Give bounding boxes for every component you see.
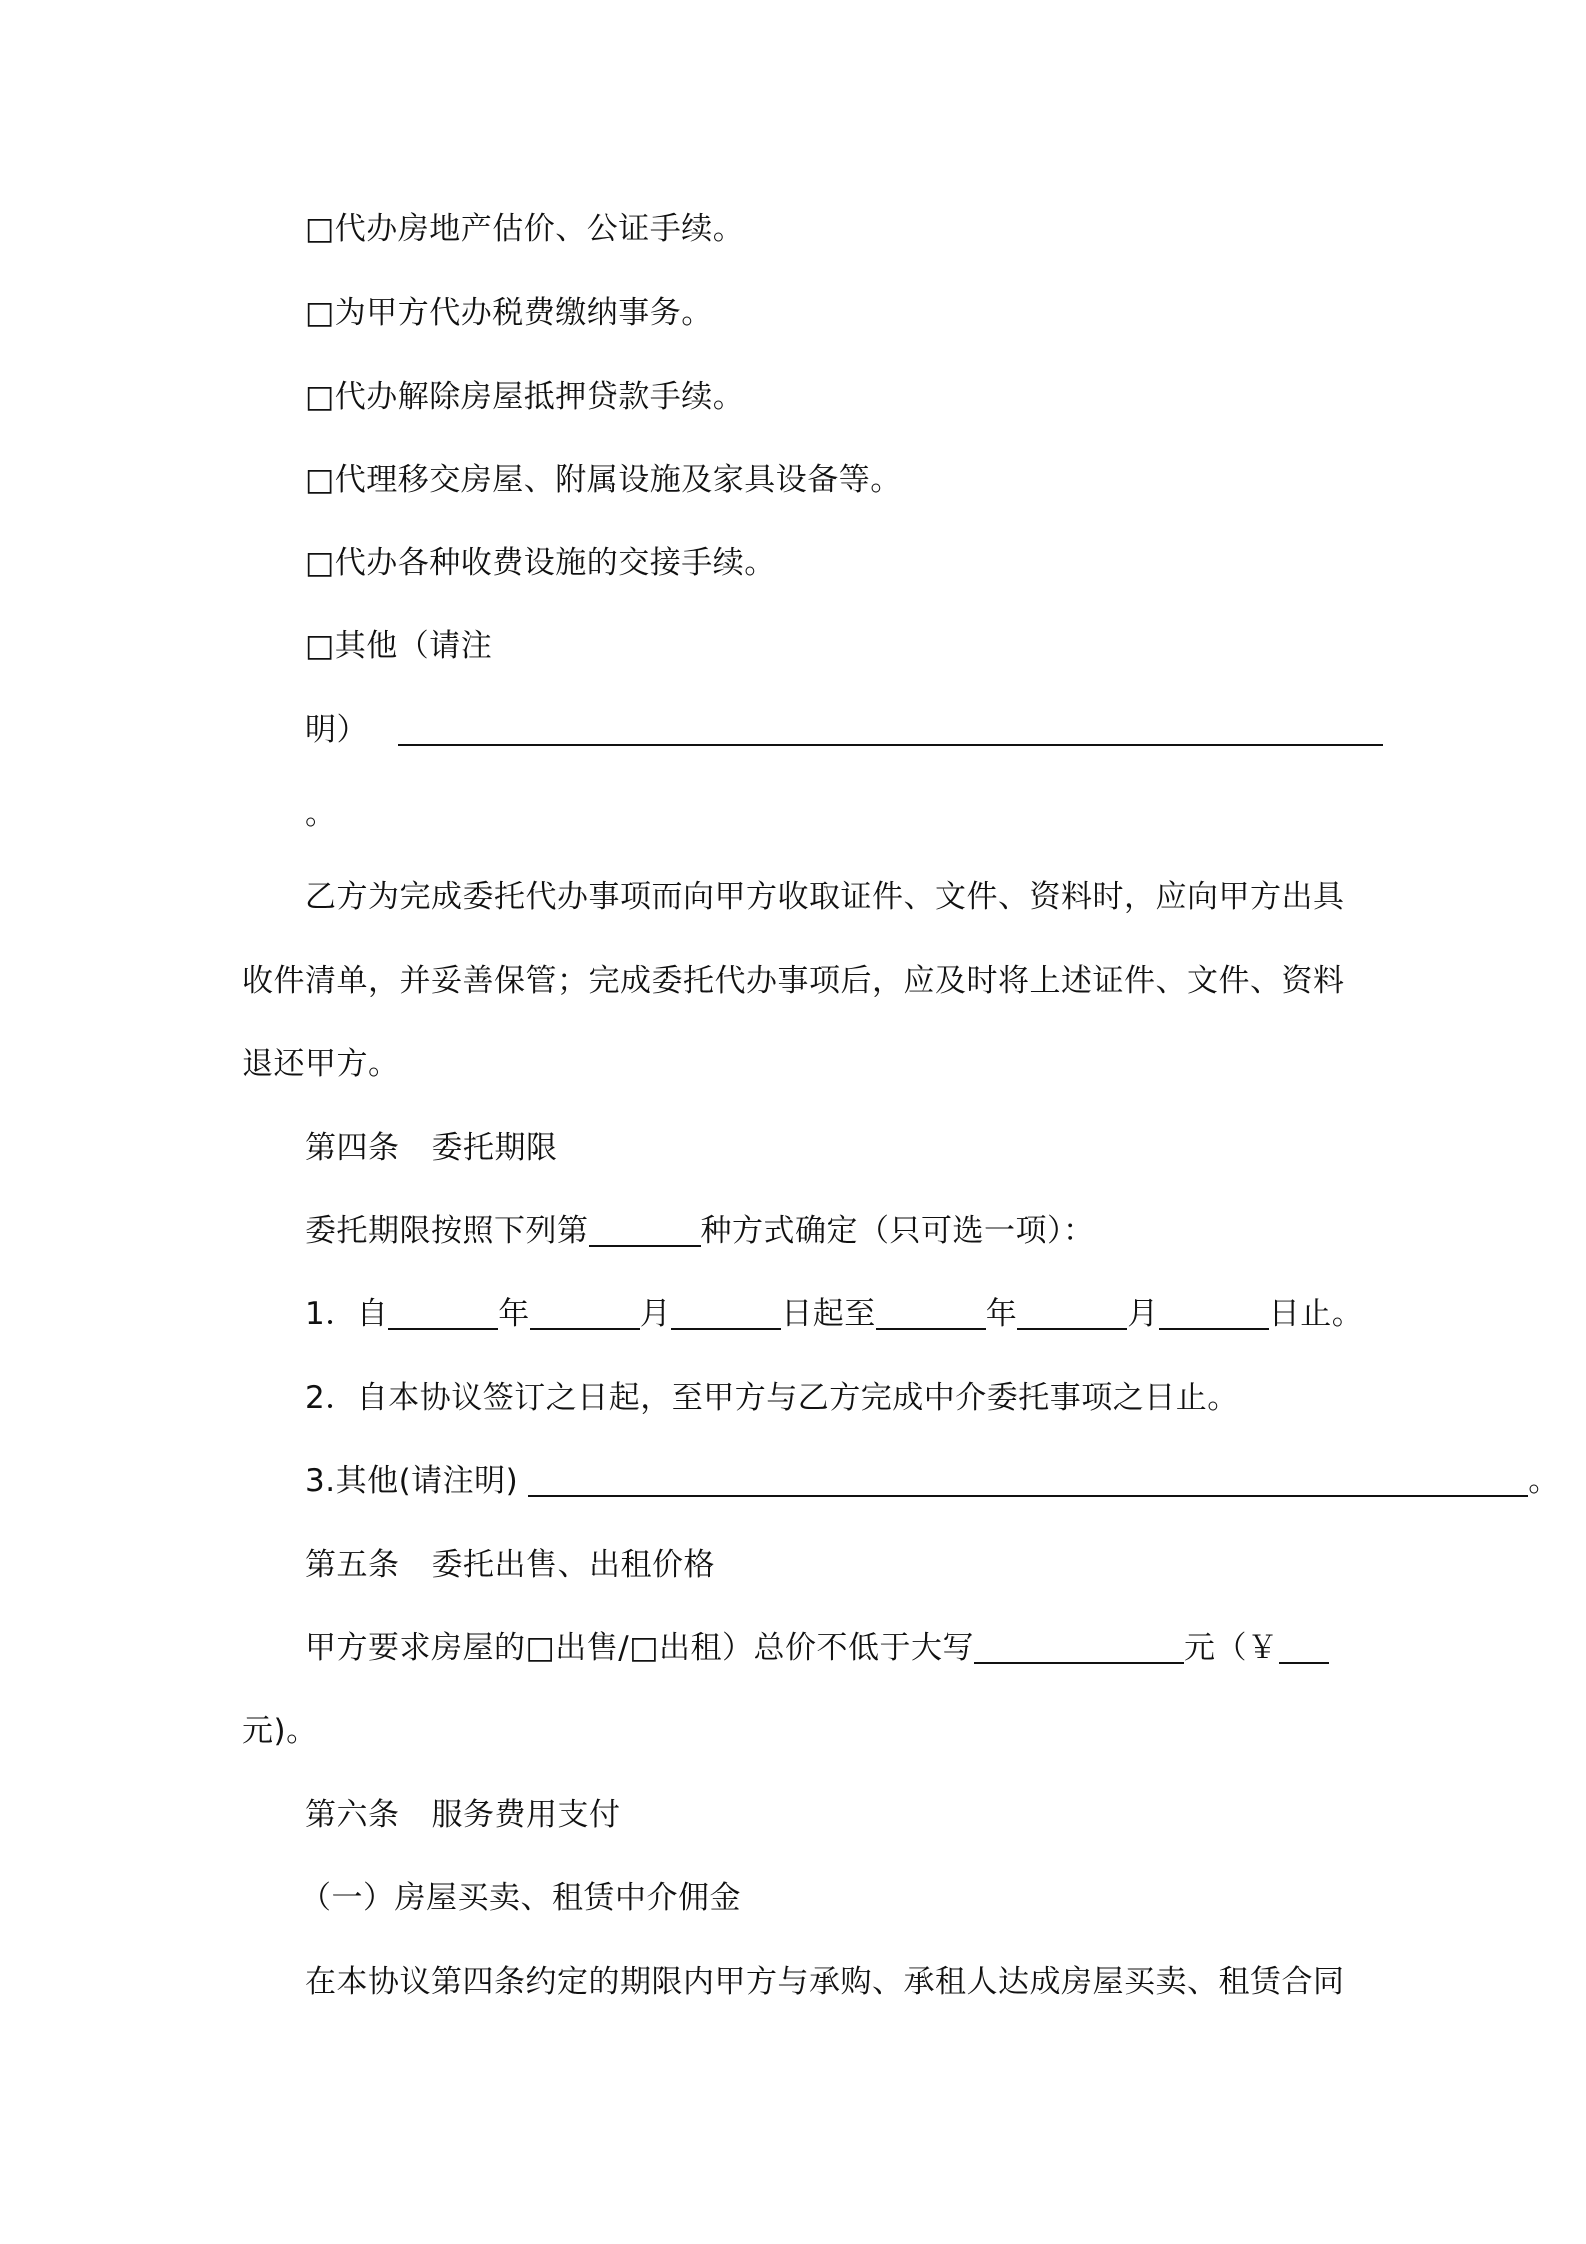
- section-heading: （一）房屋买卖、租赁中介佣金: [300, 1880, 741, 1916]
- other-specify-label: 明）: [305, 712, 368, 748]
- option-3-blank[interactable]: [528, 1465, 1528, 1497]
- start-year-blank[interactable]: [388, 1298, 498, 1330]
- term-intro-text-2: 种方式确定（只可选一项）：: [700, 1213, 1095, 1249]
- article-5-heading: [305, 1545, 715, 1585]
- term-method-line: [305, 1211, 1095, 1251]
- article-title: 委托出售、出租价格: [431, 1547, 715, 1583]
- paragraph-line: 在本协议第四条约定的期限内甲方与承购、承租人达成房屋买卖、租赁合同: [305, 1964, 1345, 2000]
- option-1-label: 1．自: [305, 1296, 389, 1332]
- end-month-blank[interactable]: [1017, 1298, 1127, 1330]
- article-title: 服务费用支付: [431, 1797, 621, 1833]
- paragraph-line: 收件清单，并妥善保管；完成委托代办事项后，应及时将上述证件、文件、资料: [242, 963, 1345, 999]
- article-number: 第四条: [305, 1130, 400, 1166]
- term-option-2: 2．自本协议签订之日起，至甲方与乙方完成中介委托事项之日止。: [305, 1380, 1239, 1416]
- term-option-1: [305, 1294, 1363, 1334]
- end-year-blank[interactable]: [876, 1298, 986, 1330]
- price-words-blank[interactable]: [974, 1632, 1184, 1664]
- checklist-item: □代办各种收费设施的交接手续。: [305, 545, 776, 581]
- price-line-end: 元)。: [242, 1713, 318, 1749]
- year-label: 年: [498, 1296, 530, 1332]
- day-from-label: 日起至: [781, 1296, 876, 1332]
- checklist-item: □为甲方代办税费缴纳事务。: [305, 295, 713, 331]
- option-3-label: 3.其他(请注明): [305, 1463, 519, 1499]
- checklist-item: □代办房地产估价、公证手续。: [305, 211, 745, 247]
- term-option-3: [305, 1461, 1560, 1501]
- end-day-blank[interactable]: [1159, 1298, 1269, 1330]
- price-line: [305, 1628, 1329, 1668]
- period-mark: 。: [1528, 1463, 1560, 1499]
- other-specify-blank[interactable]: [398, 714, 1383, 746]
- price-currency-text: 元（￥: [1184, 1630, 1279, 1666]
- checklist-item: □代办解除房屋抵押贷款手续。: [305, 379, 745, 415]
- article-6-heading: [305, 1795, 621, 1835]
- start-month-blank[interactable]: [530, 1298, 640, 1330]
- checklist-item: □其他（请注: [305, 628, 493, 664]
- checklist-item: □代理移交房屋、附属设施及家具设备等。: [305, 462, 902, 498]
- period-mark: 。: [305, 796, 337, 832]
- paragraph-line: 乙方为完成委托代办事项而向甲方收取证件、文件、资料时，应向甲方出具: [305, 879, 1345, 915]
- start-day-blank[interactable]: [671, 1298, 781, 1330]
- article-title: 委托期限: [431, 1130, 558, 1166]
- month-label: 月: [1127, 1296, 1159, 1332]
- price-text: 甲方要求房屋的□出售/□出租）总价不低于大写: [305, 1630, 975, 1666]
- year-label: 年: [985, 1296, 1018, 1332]
- article-4-heading: [305, 1128, 558, 1168]
- other-specify-line: [305, 710, 1383, 750]
- method-number-blank[interactable]: [589, 1215, 701, 1247]
- month-label: 月: [639, 1296, 672, 1332]
- paragraph-line: 退还甲方。: [242, 1046, 400, 1082]
- term-intro-text: 委托期限按照下列第: [305, 1213, 589, 1249]
- article-number: 第六条: [305, 1797, 400, 1833]
- article-number: 第五条: [305, 1547, 400, 1583]
- day-end-label: 日止。: [1268, 1296, 1364, 1332]
- price-number-blank[interactable]: [1279, 1632, 1329, 1664]
